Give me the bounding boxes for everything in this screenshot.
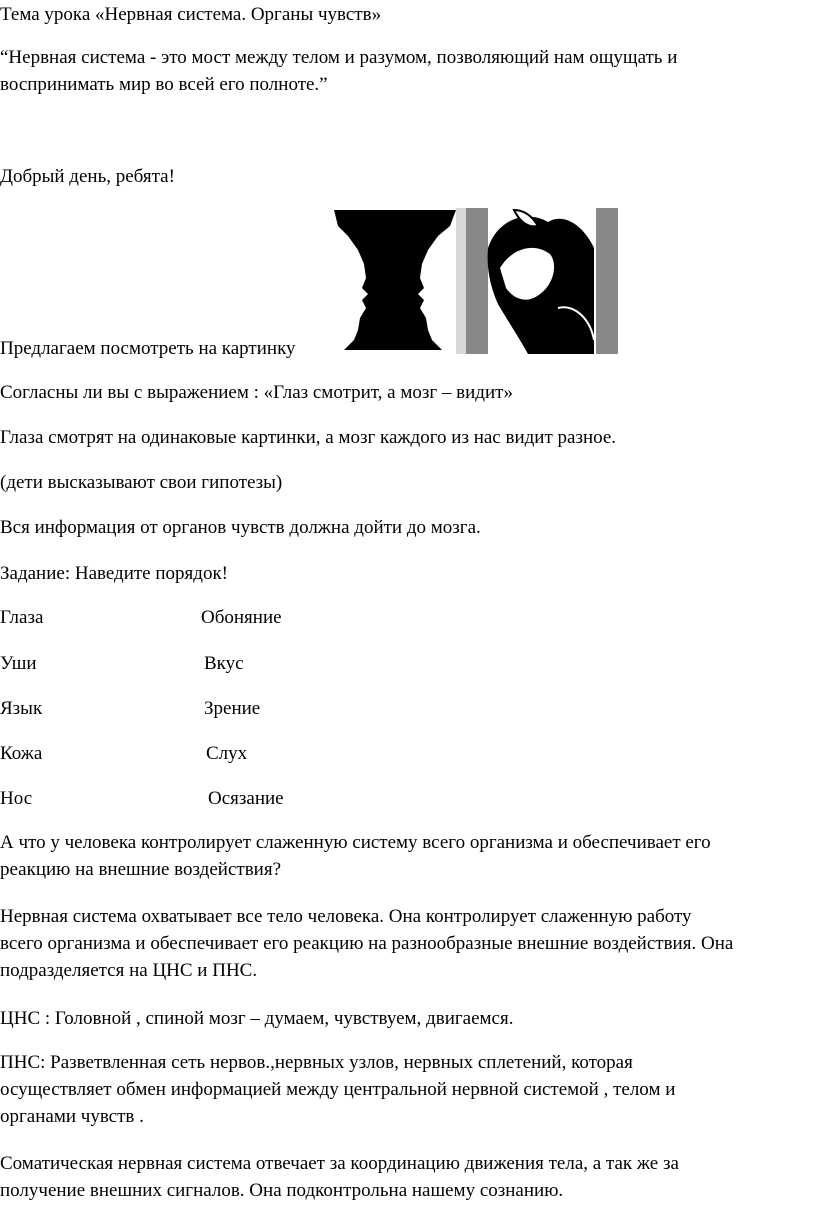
nervous-system-line-3: подразделяется на ЦНС и ПНС. — [0, 960, 258, 981]
question-line-1: А что у человека контролирует слаженную систему всего организма и обеспечивает его — [0, 832, 711, 853]
pns-line-1: ПНС: Разветвленная сеть нервов.,нервных узлов, нервных сплетений, которая — [0, 1052, 633, 1073]
epigraph-line-2: воспринимать мир во всей его полноте.” — [0, 74, 328, 95]
cns-definition: ЦНС : Головной , спиной мозг – думаем, чувствуем, двигаемся. — [0, 1008, 514, 1029]
somatic-line-2: получение внешних сигналов. Она подконтрольна нашему сознанию. — [0, 1180, 564, 1201]
picture-prompt: Предлагаем посмотреть на картинку — [0, 338, 296, 359]
organ-label: Кожа — [0, 743, 43, 764]
organ-label: Нос — [0, 788, 33, 809]
greeting: Добрый день, ребята! — [0, 166, 175, 187]
lesson-title: Тема урока «Нервная система. Органы чувств» — [0, 4, 382, 25]
agree-question: Согласны ли вы с выражением : «Глаз смотрит, а мозг – видит» — [0, 382, 513, 403]
sense-label: Обоняние — [201, 607, 282, 628]
rubin-vase-illusion — [328, 208, 466, 354]
task-heading: Задание: Наведите порядок! — [0, 563, 228, 584]
question-line-2: реакцию на внешние воздействия? — [0, 859, 282, 880]
children-note: (дети высказывают свои гипотезы) — [0, 472, 283, 493]
nervous-system-line-1: Нервная система охватывает все тело человека. Она контролирует слаженную работу — [0, 906, 692, 927]
info-statement: Вся информация от органов чувств должна дойти до мозга. — [0, 517, 481, 538]
sense-label: Вкус — [204, 653, 244, 674]
organ-label: Уши — [0, 653, 37, 674]
organ-label: Язык — [0, 698, 43, 719]
pns-line-2: осуществляет обмен информацией между центральной нервной системой , телом и — [0, 1079, 676, 1100]
somatic-line-1: Соматическая нервная система отвечает за координацию движения тела, а так же за — [0, 1153, 679, 1174]
epigraph-line-1: “Нервная система - это мост между телом и разумом, позволяющий нам ощущать и — [0, 47, 678, 68]
nervous-system-line-2: всего организма и обеспечивает его реакцию на разнообразные внешние воздействия. Она — [0, 933, 734, 954]
sense-label: Слух — [206, 743, 248, 764]
sense-label: Осязание — [208, 788, 284, 809]
optical-illusion-images — [328, 208, 618, 354]
pns-line-3: органами чувств . — [0, 1106, 144, 1127]
sense-label: Зрение — [204, 698, 261, 719]
eyes-statement: Глаза смотрят на одинаковые картинки, а мозг каждого из нас видит разное. — [0, 427, 617, 448]
old-young-woman-illusion — [466, 208, 618, 354]
organ-label: Глаза — [0, 607, 44, 628]
